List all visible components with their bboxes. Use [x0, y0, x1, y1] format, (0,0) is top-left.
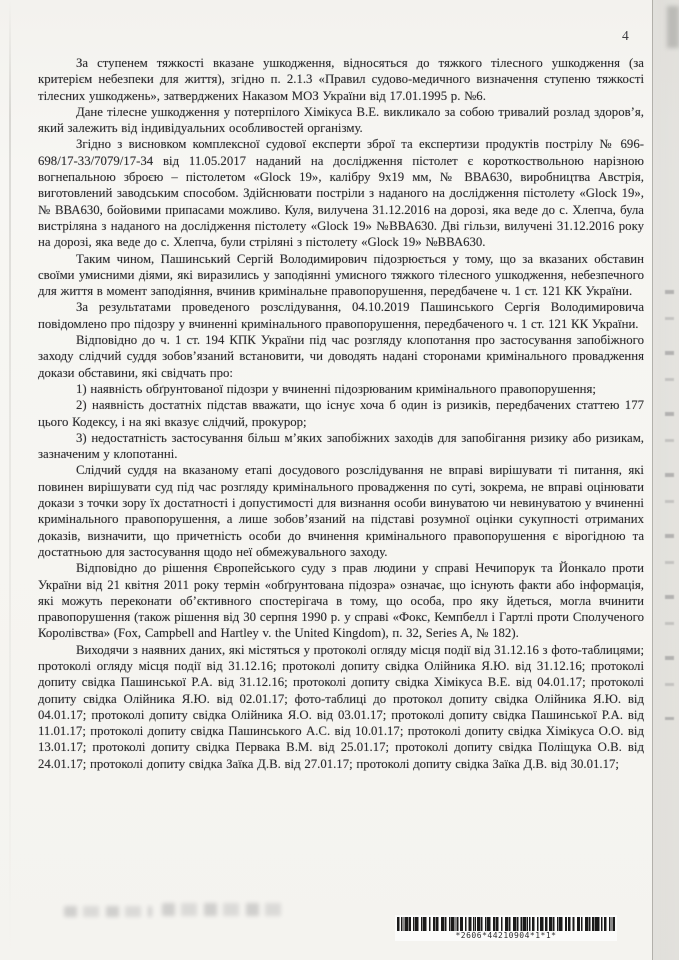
- paragraph-severity-classification: За ступенем тяжкості вказане ушкодження, відносяться до тяжкого тілесного ушкодження (за критерієм небезпеки для життя), згідно п. 2.1.3 «Правил судово-медичного визначення ступеню тяжкості тілесних ушкоджень», затверджених Наказом МОЗ України від 17.01.1995 р. №6.: [38, 56, 644, 103]
- paragraph-cpc-article-194: Відповідно до ч. 1 ст. 194 КПК України під час розгляду клопотання про застосування запобіжного заходу слідчий суддя зобов’язаний встановити, чи доводять надані сторонами кримінального провадження докази обставини, які свідчать про:: [38, 333, 644, 380]
- list-item-1: 1) наявність обґрунтованої підозри у вчиненні підозрюваним кримінального правопорушення;: [76, 381, 596, 396]
- list-item-3: 3) недостатність застосування більш м’яких запобіжних заходів для запобігання ризику або ризикам, зазначеним у клопотанні.: [38, 430, 644, 462]
- paragraph-protocols-list: Виходячи з наявних даних, які містяться у протоколі огляду місця події від 31.12.16 з фото-таблицями; протоколі огляду місця події від 31.12.16; протоколі допиту свідка Олійника Я.Ю. від 31.12.16; протоколі допиту свідка Пашинської Р.А. від 31.12.16; протоколі допиту свідка Хімікуса В.Е. від 04.01.17; протоколі допиту свідка Олійника Я.Ю. від 02.01.17; фото-таблиці до протокол допиту свідка Олійника Я.Ю. від 04.01.17; протоколі допиту свідка Олійника Я.О. від 03.01.17; протоколі допиту свідка Пашинської Р.А. від 11.01.17; протоколі допиту свідка Пашинського А.С. від 10.01.17; протоколі допиту свідка Хімікуса О.О. від 13.01.17; протоколі допиту свідка Первака В.М. від 25.01.17; протоколі допиту свідка Поліщука О.В. від 24.01.17; протоколі допиту свідка Заїка Д.В. від 27.01.17; протоколі допиту свідка Заїка Д.В. від 30.01.17;: [38, 642, 645, 771]
- adjacent-page-text-fragments: [665, 290, 674, 720]
- barcode-bars: [397, 917, 615, 931]
- ink-bleed-through-artifact: [64, 906, 152, 917]
- barcode-text: *2606*44210904*1*1*: [455, 931, 557, 940]
- document-body: [38, 55, 644, 772]
- paragraph-injury-consequence: Дане тілесне ушкодження у потерпілого Хімікуса В.Е. викликало за собою тривалий розлад здоров’я, який залежить від індивідуальних особливостей організму.: [38, 104, 644, 136]
- barcode: [395, 915, 617, 941]
- paragraph-echr-ruling: Відповідно до рішення Європейського суду з прав людини у справі Нечипорук та Йонкало проти України від 21 квітня 2011 року термін «обґрунтована підозра» означає, що існують факти або інформація, які можуть переконати об’єктивного спостерігача в тому, що особа, про яку йдеться, могла вчинити правопорушення (також рішення від 30 серпня 1990 р. у справі «Фокс, Кемпбелл і Гартлі проти Сполученого Королівства» (Fox, Campbell and Hartley v. the United Kingdom), п. 32, Series A, № 182).: [38, 561, 644, 641]
- paragraph-suspicion-statement: Таким чином, Пашинський Сергій Володимирович підозрюється у тому, що за вказаних обставин своїми умисними діями, які виразились у заподіянні умисного тяжкого тілесного ушкодження, небезпечного для життя в момент заподіяння, вчинив кримінальне правопорушення, передбачене ч. 1 ст. 121 КК України.: [38, 251, 644, 299]
- paragraph-judge-powers: Слідчий суддя на вказаному етапі досудового розслідування не вправі вирішувати ті питання, які повинен вирішувати суд під час розгляду кримінального провадження по суті, зокрема, не вправі оцінювати докази з точки зору їх достатності і допустимості для визнання особи винуватою чи невинуватою у вчиненні кримінального правопорушення, а лише зобов’язаний на підставі розумної оцінки сукупності отриманих доказів, визначити, що причетність особи до вчинення кримінального правопорушення є вірогідною та достатньою для застосування щодо неї обмежувального заходу.: [38, 463, 644, 559]
- scan-crease-line: [9, 0, 11, 960]
- page-edge-corner-shadow: [667, 6, 679, 48]
- ink-bleed-through-artifact: [162, 903, 286, 916]
- page-number: 4: [622, 28, 629, 43]
- list-item-2: 2) наявність достатніх підстав вважати, що існує хоча б один із ризиків, передбачених статтею 177 цього Кодексу, і на які вказує слідчий, прокурор;: [38, 398, 644, 429]
- paragraph-ballistic-expertise: Згідно з висновком комплексної судової експерти зброї та експертизи продуктів пострілу № 696-698/17-33/7079/17-34 від 11.05.2017 наданий на дослідження пістолет є короткоствольною нарізною вогнепальною зброєю – пістолетом «Glock 19», калібру 9х19 мм, № ВВА630, виробництва Австрія, виготовлений заводським способом. Здійснювати постріли з наданого на дослідження пістолету «Glock 19», № ВВА630, бойовими припасами можливо. Куля, вилучена 31.12.2016 на дорозі, яка веде до с. Хлепча, була вистріляна з наданого на дослідження пістолету «Glock 19» №ВВА630. Дві гільзи, вилучені 31.12.2016 року на дорозі, яка веде до с. Хлепча, були стріляні з пістолету «Glock 19» №ВВА630.: [38, 137, 644, 250]
- paragraph-investigation-result: За результатами проведеного розслідування, 04.10.2019 Пашинського Сергія Володимировича повідомлено про підозру у вчиненні кримінального правопорушення, передбаченого ч. 1 ст. 121 КК України.: [38, 300, 644, 331]
